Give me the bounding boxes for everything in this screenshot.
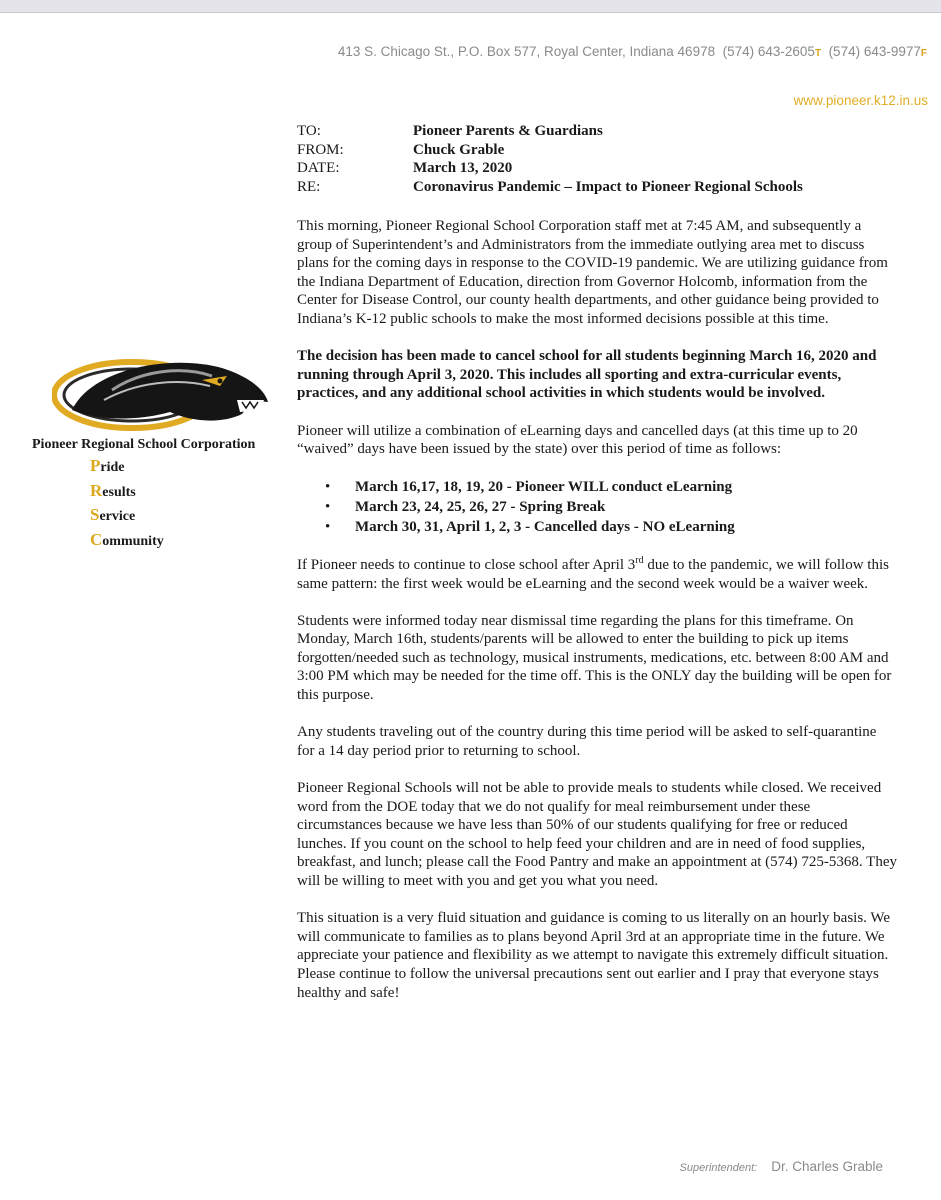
motto-initial: P xyxy=(90,456,101,475)
motto-rest: ommunity xyxy=(102,533,164,549)
motto-initial: S xyxy=(90,505,100,524)
paragraph-travel: Any students traveling out of the country during this time period will be asked to self-quarantine for a 14 day period prior to returning to school. xyxy=(297,724,877,759)
motto-rest: esults xyxy=(102,484,136,500)
memo-row-date xyxy=(297,159,803,178)
signature-line xyxy=(680,1159,883,1174)
memo-header xyxy=(297,122,803,196)
memo-key: DATE: xyxy=(297,160,340,176)
motto-rest: ride xyxy=(100,460,125,475)
corporation-name: Pioneer Regional School Corporation xyxy=(32,437,256,452)
fax-number: (574) 643-9977 xyxy=(828,44,921,59)
paragraph-plan: Pioneer will utilize a combination of eLearning days and cancelled days (at this time up to 20 “waived” days have been issued by the state) over this period of time as follows: xyxy=(297,422,858,458)
motto-item xyxy=(90,480,164,505)
schedule-list xyxy=(297,477,897,537)
list-item: • March 30, 31, April 1, 2, 3 - Cancelled days - NO eLearning xyxy=(297,517,897,537)
ordinal-suffix: rd xyxy=(635,554,644,566)
letter-body xyxy=(297,217,897,1021)
memo-value: Coronavirus Pandemic – Impact to Pioneer Regional Schools xyxy=(413,178,803,195)
panther-logo-icon xyxy=(52,350,272,435)
motto-rest: ervice xyxy=(99,509,136,524)
paragraph-continuation xyxy=(297,556,897,593)
paragraph-decision: The decision has been made to cancel school for all students beginning March 16, 2020 and running through April 3, 2020. This includes all sporting and extra-curricular events, practices, and any additional school activities in which students would be involved. xyxy=(297,348,877,402)
motto-initial: R xyxy=(90,480,103,500)
memo-value: Chuck Grable xyxy=(413,141,505,158)
top-bar xyxy=(0,0,941,13)
memo-key: TO: xyxy=(297,123,321,139)
paragraph-closing: This situation is a very fluid situation and guidance is coming to us literally on an hourly basis. We will communicate to families as to plans beyond April 3rd at an appropriate time in the future. We appreciate your patience and flexibility as we attempt to navigate this extremely difficult situation. Please continue to follow the universal precautions sent out earlier and I pray that everyone stays healthy and safe! xyxy=(297,910,891,1001)
text-segment: If Pioneer needs to continue to close school after April 3 xyxy=(297,556,636,573)
letterhead-address xyxy=(338,44,927,59)
list-item: • March 23, 24, 25, 26, 27 - Spring Break xyxy=(297,497,897,517)
signature-name: Dr. Charles Grable xyxy=(771,1159,883,1174)
fax-tag: F xyxy=(920,48,927,59)
motto-item xyxy=(90,455,164,480)
address-line: 413 S. Chicago St., P.O. Box 577, Royal Center, Indiana 46978 xyxy=(337,44,716,59)
paragraph-intro: This morning, Pioneer Regional School Corporation staff met at 7:45 AM, and subsequently a group of Superintendent’s and Administrators from the immediate outlying area met to discuss plans for the coming days in response to the COVID-19 pandemic. We are utilizing guidance from the Indiana Department of Education, direction from Governor Holcomb, information from the Center for Disease Control, our county health departments, and other guidance being provided to Indiana’s K-12 public schools to make the most informed decisions possible at this time. xyxy=(297,218,888,327)
motto-item xyxy=(90,504,164,529)
memo-key: FROM: xyxy=(297,141,344,158)
memo-row-to xyxy=(297,122,803,141)
memo-value: March 13, 2020 xyxy=(413,160,513,176)
website-link[interactable]: www.pioneer.k12.in.us xyxy=(793,93,928,108)
memo-row-from xyxy=(297,141,803,160)
text-segment: due to the pandemic, we will follow this same pattern: the first week would be eLearning and the second week would be a waiver week. xyxy=(297,556,889,592)
motto-initial: C xyxy=(90,529,103,549)
motto-list xyxy=(90,455,164,553)
list-item: • March 16,17, 18, 19, 20 - Pioneer WILL conduct eLearning xyxy=(297,477,897,497)
paragraph-meals: Pioneer Regional Schools will not be able to provide meals to students while closed. We received word from the DOE today that we do not qualify for meal reimbursement under these circumstances because we have less than 50% of our students qualifying for free or reduced lunches. If you count on the school to help feed your children and are in need of food supplies, breakfast, and lunch; please call the Food Pantry and make an appointment at (574) 725-5368. They will be willing to meet with you and get you what you need. xyxy=(297,780,897,889)
memo-key: RE: xyxy=(297,178,321,195)
memo-row-re xyxy=(297,178,803,197)
motto-item xyxy=(90,529,164,554)
phone-number: (574) 643-2605 xyxy=(722,44,815,59)
phone-tag: T xyxy=(814,48,822,59)
memo-value: Pioneer Parents & Guardians xyxy=(413,123,603,139)
paragraph-pickup: Students were informed today near dismissal time regarding the plans for this timeframe. On Monday, March 16th, students/parents will be allowed to enter the building to pick up items forgotten/needed such as technology, musical instruments, medications, etc. between 8:00 AM and 3:00 PM which may be needed for the time off. This is the ONLY day the building will be open for this purpose. xyxy=(297,612,892,704)
signature-role: Superintendent: xyxy=(679,1162,758,1174)
